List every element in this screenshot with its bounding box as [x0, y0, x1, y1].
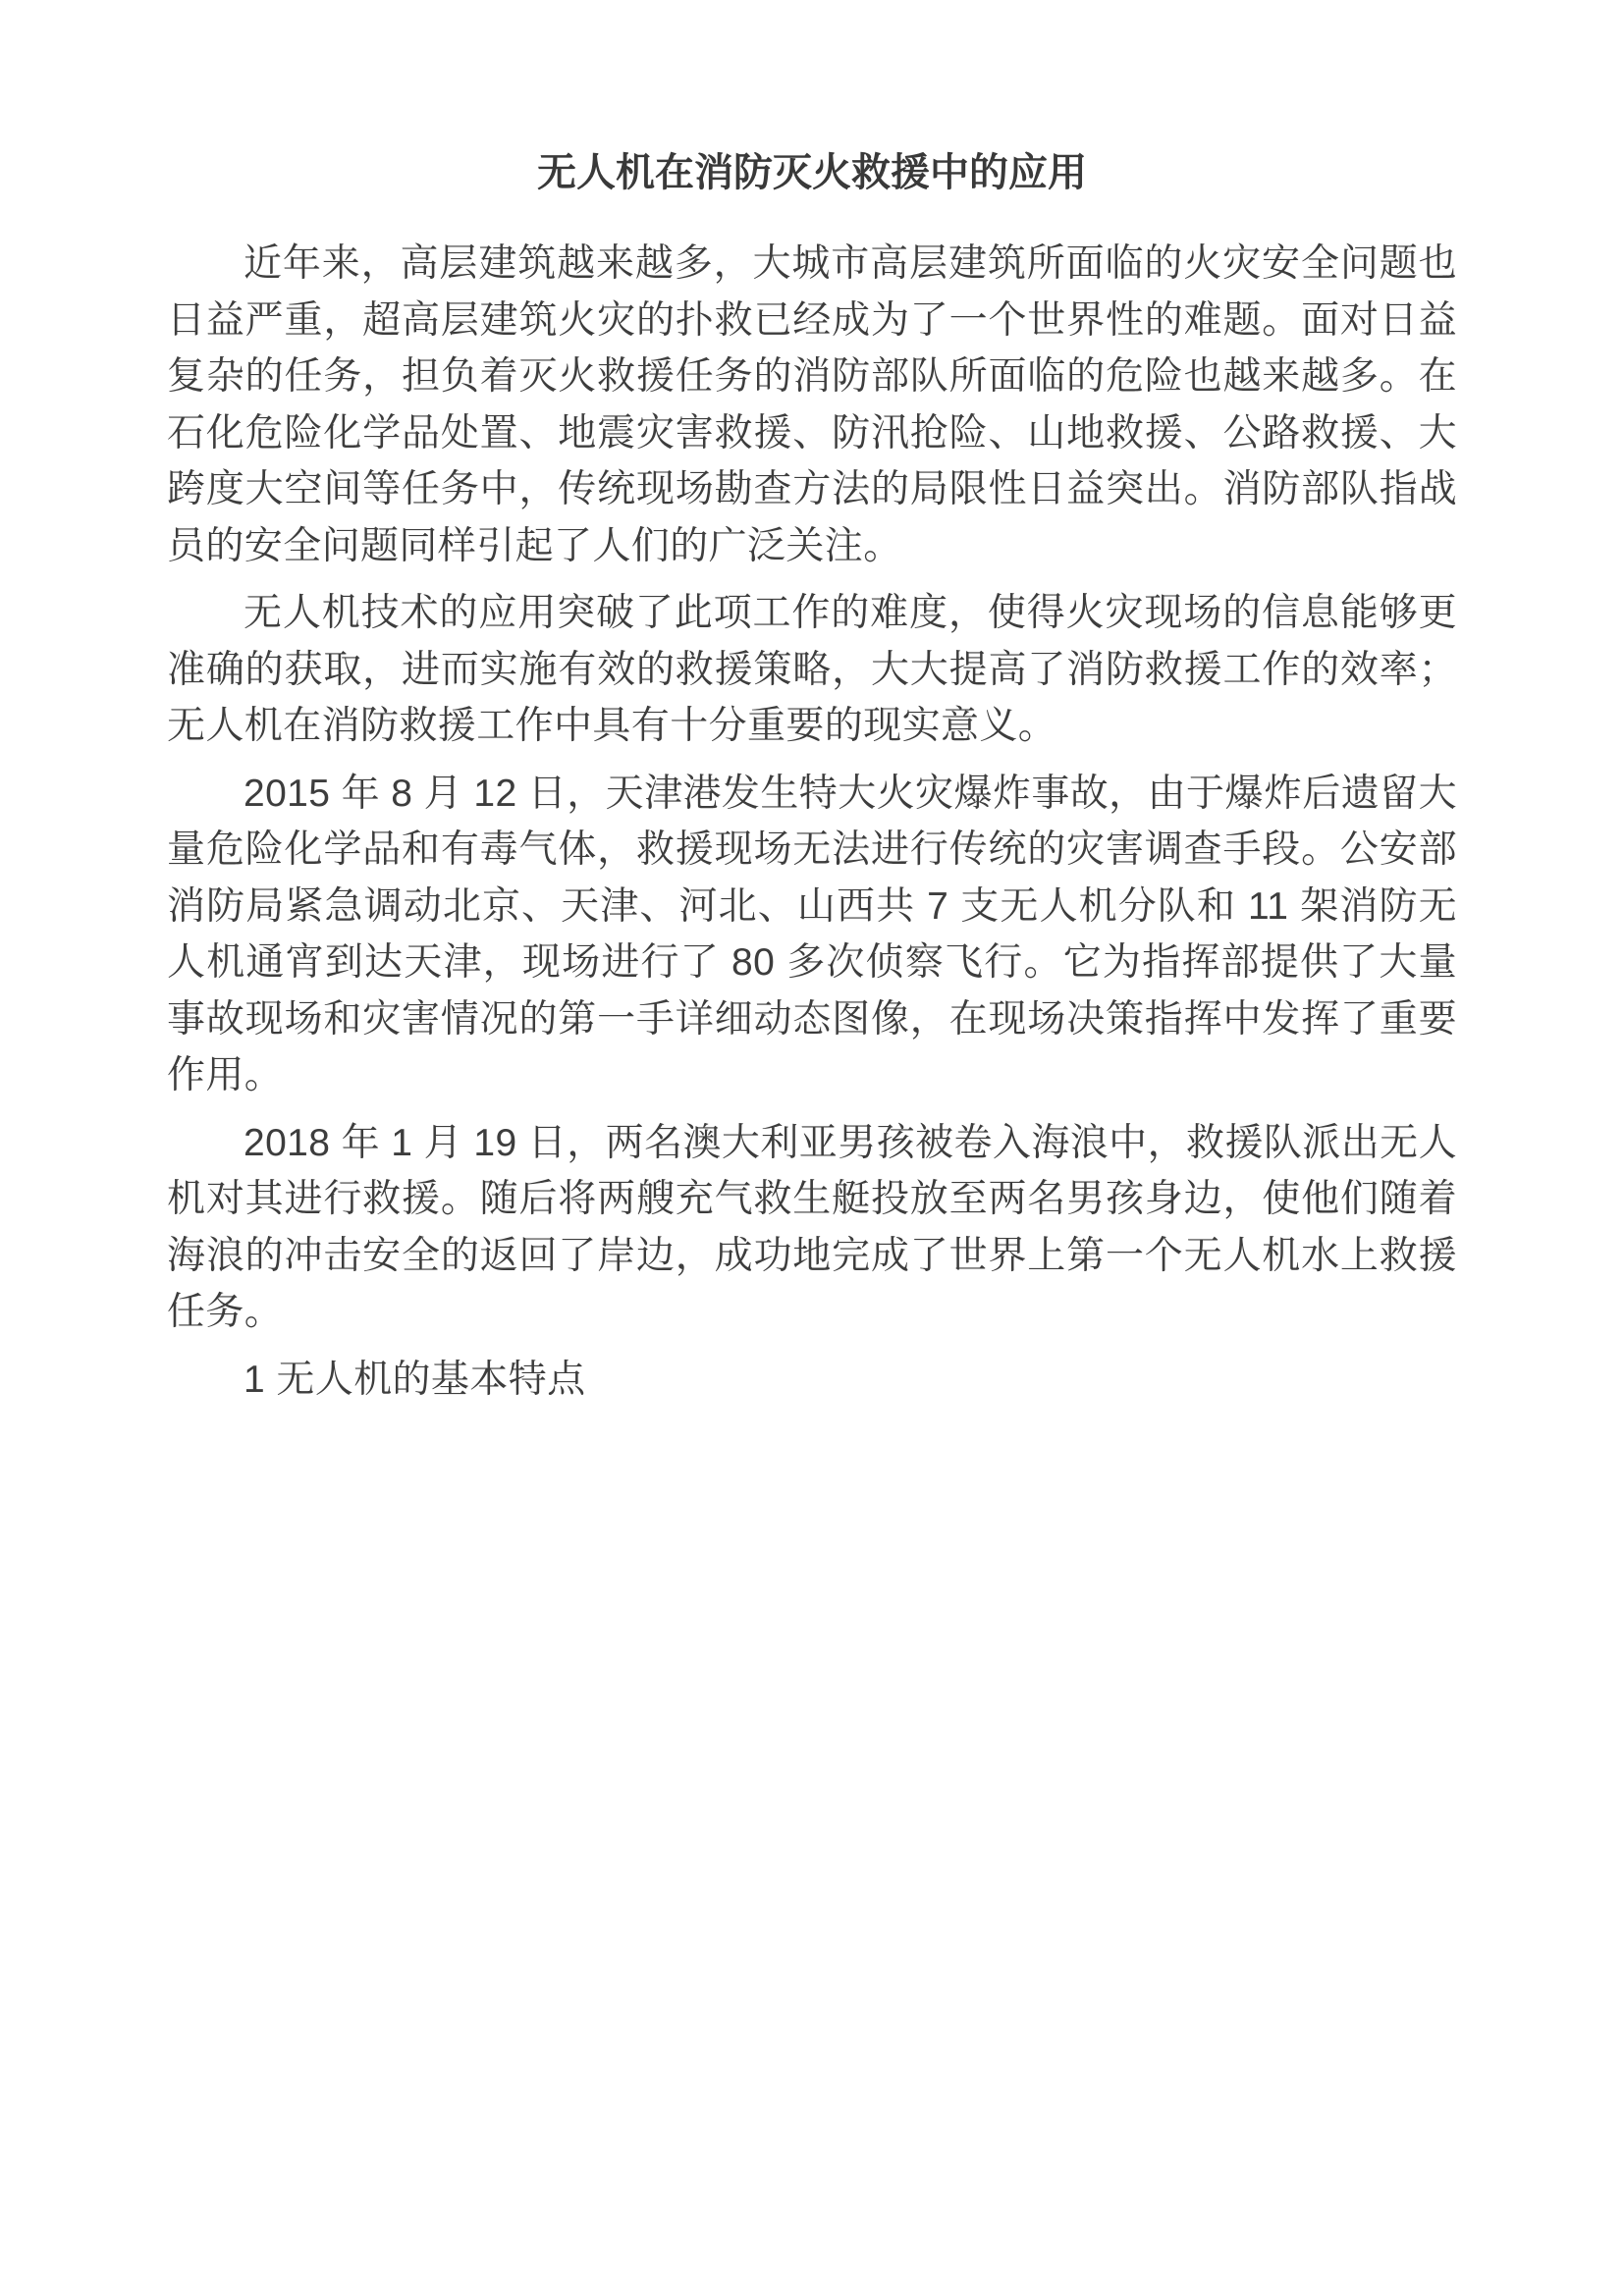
document-title: 无人机在消防灭火救援中的应用	[537, 151, 1087, 194]
paragraph-australia-case: 2018 年 1 月 19 日，两名澳大利亚男孩被卷入海浪中，救援队派出无人机对其进行救援。随后将两艘充气救生艇投放至两名男孩身边，使他们随着海浪的冲击安全的返回了岸边，成功地完成了世界上第一个无人机水上救援任务。	[167, 1121, 1457, 1333]
paragraph-intro: 近年来，高层建筑越来越多，大城市高层建筑所面临的火灾安全问题也日益严重，超高层建筑火灾的扑救已经成为了一个世界性的难题。面对日益复杂的任务，担负着灭火救援任务的消防部队所面临的危险也越来越多。在石化危险化学品处置、地震灾害救援、防汛抢险、山地救援、公路救援、大跨度大空间等任务中，传统现场勘查方法的局限性日益突出。消防部队指战员的安全问题同样引起了人们的广泛关注。	[167, 242, 1457, 567]
section-heading: 1 无人机的基本特点	[244, 1358, 586, 1401]
paragraph-tianjin-case: 2015 年 8 月 12 日，天津港发生特大火灾爆炸事故，由于爆炸后遗留大量危险化学品和有毒气体，救援现场无法进行传统的灾害调查手段。公安部消防局紧急调动北京、天津、河北、山西共 7 支无人机分队和 11 架消防无人机通宵到达天津，现场进行了 80 多次侦察飞行。它为指挥部提供了大量事故现场和灾害情况的第一手详细动态图像，在现场决策指挥中发挥了重要作用。	[167, 772, 1457, 1096]
paragraph-uav-significance: 无人机技术的应用突破了此项工作的难度，使得火灾现场的信息能够更准确的获取，进而实施有效的救援策略，大大提高了消防救援工作的效率；无人机在消防救援工作中具有十分重要的现实意义。	[167, 592, 1457, 747]
